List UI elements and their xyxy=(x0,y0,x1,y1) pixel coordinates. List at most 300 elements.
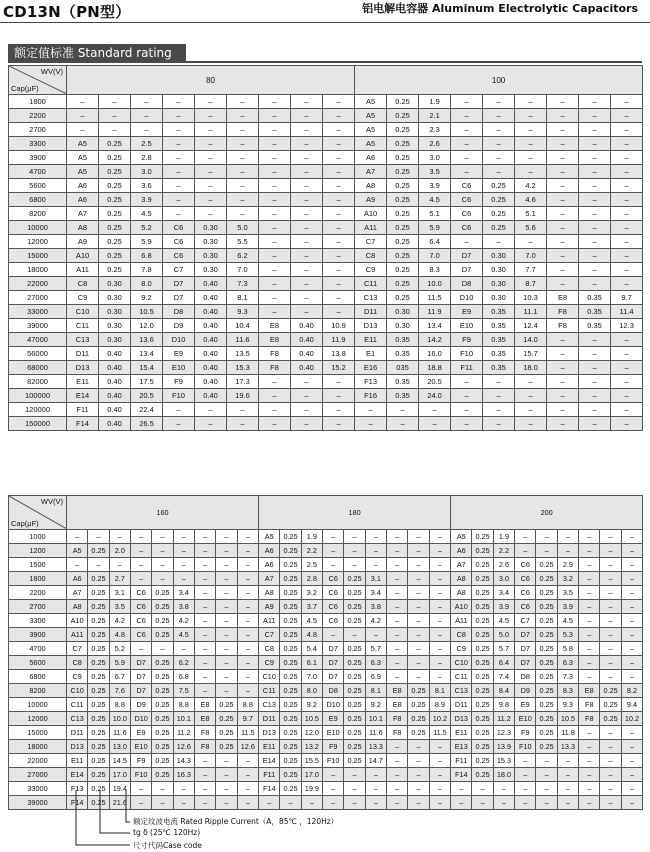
table-cell: 8.2 xyxy=(621,684,642,698)
table-cell: 0.25 xyxy=(280,740,301,754)
table-cell: – xyxy=(621,586,642,600)
table-cell: – xyxy=(259,403,291,417)
legend-leader-lines xyxy=(70,790,130,850)
capacitance-cell: 22000 xyxy=(9,277,67,291)
table-cell: 0.25 xyxy=(472,656,493,670)
table-cell: 14.3 xyxy=(173,754,194,768)
table-row xyxy=(9,558,643,572)
table-cell: 4.8 xyxy=(301,628,322,642)
capacitance-cell: 2200 xyxy=(9,586,67,600)
table-cell: 0.25 xyxy=(280,628,301,642)
table-cell: 0.35 xyxy=(387,389,419,403)
table-cell: – xyxy=(194,782,215,796)
table-cell: 5.8 xyxy=(557,642,578,656)
table-cell: – xyxy=(109,530,130,544)
table-cell: – xyxy=(621,754,642,768)
table-cell: 0.25 xyxy=(280,656,301,670)
table-cell: – xyxy=(291,417,323,431)
table-cell: D7 xyxy=(163,277,195,291)
table-cell: 5.2 xyxy=(131,221,163,235)
table-cell: 3.2 xyxy=(301,586,322,600)
table-cell: – xyxy=(131,95,163,109)
table-cell: – xyxy=(483,403,515,417)
table-cell: 0.30 xyxy=(387,305,419,319)
table-cell: 4.5 xyxy=(419,193,451,207)
table-cell: 13.6 xyxy=(131,333,163,347)
table-cell: 15.2 xyxy=(323,361,355,375)
table-cell: 0.40 xyxy=(195,375,227,389)
table-cell: 0.25 xyxy=(536,670,557,684)
table-cell: – xyxy=(323,796,344,810)
table-cell: – xyxy=(237,572,258,586)
table-cell: C10 xyxy=(259,670,280,684)
table-cell: 17.3 xyxy=(227,375,259,389)
table-cell: 4.6 xyxy=(515,193,547,207)
table-cell: – xyxy=(621,558,642,572)
capacitance-cell: 5600 xyxy=(9,656,67,670)
table-row xyxy=(9,712,643,726)
table-cell: – xyxy=(408,796,429,810)
capacitance-cell: 22000 xyxy=(9,754,67,768)
table-cell: 3.8 xyxy=(365,600,386,614)
table-cell: – xyxy=(227,165,259,179)
table-cell: – xyxy=(291,277,323,291)
table-row xyxy=(9,375,643,389)
table-cell: F8 xyxy=(579,698,600,712)
table-cell: 4.5 xyxy=(131,207,163,221)
table-cell: 0.25 xyxy=(472,712,493,726)
table-cell: 3.0 xyxy=(419,151,451,165)
table-cell: – xyxy=(515,235,547,249)
table-cell: – xyxy=(194,530,215,544)
table-cell: 0.40 xyxy=(291,361,323,375)
capacitance-cell: 8200 xyxy=(9,684,67,698)
table-cell: D8 xyxy=(163,305,195,319)
table-cell: – xyxy=(451,95,483,109)
table-cell: 0.25 xyxy=(344,656,365,670)
capacitance-cell: 4700 xyxy=(9,165,67,179)
table-cell: A6 xyxy=(259,558,280,572)
table-cell: F10 xyxy=(323,754,344,768)
table-cell: – xyxy=(323,221,355,235)
table-cell: 0.40 xyxy=(195,389,227,403)
table-cell: – xyxy=(547,389,579,403)
table-cell: 0.25 xyxy=(216,712,237,726)
table-cell: 3.0 xyxy=(131,165,163,179)
table-cell: 3.2 xyxy=(557,572,578,586)
table-cell: – xyxy=(365,530,386,544)
table-cell: 0.25 xyxy=(387,137,419,151)
table-cell: D11 xyxy=(355,305,387,319)
table-cell: 0.25 xyxy=(600,712,621,726)
table-cell: – xyxy=(408,670,429,684)
table-cell: 0.25 xyxy=(536,558,557,572)
table-row xyxy=(9,726,643,740)
table-cell: 0.35 xyxy=(387,347,419,361)
table-cell: 0.30 xyxy=(195,221,227,235)
table-cell: C8 xyxy=(355,249,387,263)
table-cell: – xyxy=(387,740,408,754)
table-cell: – xyxy=(237,642,258,656)
table-cell: – xyxy=(429,768,450,782)
table-cell: – xyxy=(323,403,355,417)
table-cell: – xyxy=(408,628,429,642)
table-cell: D7 xyxy=(323,642,344,656)
table-cell: 0.25 xyxy=(536,614,557,628)
table-cell: – xyxy=(259,109,291,123)
table-cell: 8.3 xyxy=(419,263,451,277)
table-cell: 4.5 xyxy=(173,628,194,642)
table-row xyxy=(9,417,643,431)
table-cell: 0.25 xyxy=(99,221,131,235)
capacitance-cell: 2200 xyxy=(9,109,67,123)
table-cell: 19.4 xyxy=(109,782,130,796)
table-cell: 0.25 xyxy=(387,249,419,263)
table-cell: – xyxy=(621,726,642,740)
table-cell: – xyxy=(227,123,259,137)
table-cell: 0.25 xyxy=(280,670,301,684)
table-cell: – xyxy=(194,656,215,670)
table-cell: D10 xyxy=(451,291,483,305)
table-cell: D10 xyxy=(130,712,151,726)
table-cell: – xyxy=(579,193,611,207)
table-cell: 0.40 xyxy=(99,347,131,361)
table-cell: D7 xyxy=(130,684,151,698)
capacitance-cell: 15000 xyxy=(9,726,67,740)
legend-ripple-current: 额定纹波电流 Rated Ripple Current（A，85℃ ，120Hz） xyxy=(133,817,339,826)
table-cell: – xyxy=(387,558,408,572)
table-cell: F14 xyxy=(67,417,99,431)
table-cell: 3.4 xyxy=(173,586,194,600)
table-cell: F8 xyxy=(194,726,215,740)
table-cell: – xyxy=(547,375,579,389)
table-cell: 8.8 xyxy=(109,698,130,712)
table-cell: – xyxy=(387,782,408,796)
table-cell: – xyxy=(408,572,429,586)
table-cell: – xyxy=(611,347,643,361)
table-cell: – xyxy=(547,347,579,361)
table-cell: D13 xyxy=(259,726,280,740)
table-cell: A10 xyxy=(67,249,99,263)
table-cell: – xyxy=(611,403,643,417)
table-cell: – xyxy=(429,754,450,768)
table-cell: – xyxy=(194,544,215,558)
table-cell: – xyxy=(600,754,621,768)
table-cell: – xyxy=(163,207,195,221)
table-cell: 0.30 xyxy=(99,333,131,347)
table-cell: C11 xyxy=(451,670,472,684)
table-cell: – xyxy=(387,572,408,586)
table-cell: 6.3 xyxy=(365,656,386,670)
table-row xyxy=(9,305,643,319)
table-cell: – xyxy=(344,530,365,544)
table-cell: F14 xyxy=(259,782,280,796)
table-cell: – xyxy=(408,530,429,544)
table-cell: – xyxy=(600,656,621,670)
table-cell: 0.25 xyxy=(99,165,131,179)
table-cell: 0.25 xyxy=(152,628,173,642)
table-cell: C6 xyxy=(515,572,536,586)
table-cell: – xyxy=(195,151,227,165)
table-cell: – xyxy=(355,403,387,417)
table-cell: 24.0 xyxy=(419,389,451,403)
table-cell: 0.40 xyxy=(195,361,227,375)
table-cell: – xyxy=(547,207,579,221)
table-cell: E8 xyxy=(259,319,291,333)
capacitance-cell: 3300 xyxy=(9,614,67,628)
table-cell: 0.25 xyxy=(280,544,301,558)
table-cell: – xyxy=(515,123,547,137)
table-cell: A5 xyxy=(67,137,99,151)
table-cell: – xyxy=(195,137,227,151)
table-cell: 0.25 xyxy=(88,670,109,684)
table-cell: 0.25 xyxy=(152,712,173,726)
section-label: 额定值标准 Standard rating xyxy=(8,44,186,62)
table-cell: 0.25 xyxy=(536,726,557,740)
table-cell: – xyxy=(237,614,258,628)
product-category: 铝电解电容器 Aluminum Electrolytic Capacitors xyxy=(362,2,638,15)
table-cell: A5 xyxy=(355,123,387,137)
table-cell: 0.25 xyxy=(280,768,301,782)
table-cell: 0.25 xyxy=(344,684,365,698)
table-cell: A8 xyxy=(67,600,88,614)
table-cell: 17.0 xyxy=(301,768,322,782)
table-cell: C6 xyxy=(451,193,483,207)
table-cell: 5.7 xyxy=(493,642,514,656)
table-cell: D11 xyxy=(259,712,280,726)
table-cell: – xyxy=(547,123,579,137)
table-cell: 0.25 xyxy=(472,600,493,614)
table-cell: 0.35 xyxy=(387,375,419,389)
table-cell: – xyxy=(259,389,291,403)
table-cell: 15.3 xyxy=(227,361,259,375)
table-cell: 0.25 xyxy=(387,235,419,249)
table-cell: 6.8 xyxy=(173,670,194,684)
table-cell: A9 xyxy=(355,193,387,207)
table-cell: 11.8 xyxy=(557,726,578,740)
capacitance-cell: 82000 xyxy=(9,375,67,389)
table-row xyxy=(9,656,643,670)
table-cell: 0.25 xyxy=(216,726,237,740)
table-cell: 5.3 xyxy=(557,628,578,642)
table-cell: 0.40 xyxy=(195,319,227,333)
voltage-header-cell: 100 xyxy=(355,66,643,95)
table-cell: 0.25 xyxy=(99,179,131,193)
table-cell: 11.9 xyxy=(419,305,451,319)
table-cell: – xyxy=(323,768,344,782)
table-cell: 0.25 xyxy=(88,586,109,600)
table-row xyxy=(9,642,643,656)
table-cell: – xyxy=(323,109,355,123)
table-cell: – xyxy=(429,614,450,628)
table-cell: D7 xyxy=(451,249,483,263)
table-cell: 0.25 xyxy=(152,698,173,712)
table-cell: C10 xyxy=(451,656,472,670)
table-cell: – xyxy=(344,782,365,796)
table-cell: 0.25 xyxy=(99,235,131,249)
capacitance-cell: 1800 xyxy=(9,95,67,109)
table-cell: – xyxy=(547,109,579,123)
table-cell: – xyxy=(259,123,291,137)
table-cell: 10.2 xyxy=(621,712,642,726)
table-cell: F8 xyxy=(547,319,579,333)
table-cell: – xyxy=(216,656,237,670)
table-cell: E8 xyxy=(259,333,291,347)
table-cell: – xyxy=(291,193,323,207)
table-cell: – xyxy=(194,572,215,586)
table-cell: 7.0 xyxy=(301,670,322,684)
table-cell: – xyxy=(547,333,579,347)
table-cell: – xyxy=(291,375,323,389)
capacitance-cell: 3300 xyxy=(9,137,67,151)
table-cell: – xyxy=(579,586,600,600)
table-cell: – xyxy=(451,137,483,151)
table-cell: – xyxy=(259,137,291,151)
table-cell: 11.4 xyxy=(611,305,643,319)
table-cell: 7.4 xyxy=(493,670,514,684)
table-cell: – xyxy=(216,782,237,796)
table-cell: C13 xyxy=(355,291,387,305)
table-cell: 8.1 xyxy=(365,684,386,698)
rating-table-160-200v xyxy=(8,495,643,810)
table-cell: 8.1 xyxy=(429,684,450,698)
table-cell: – xyxy=(429,572,450,586)
table-cell: 0.25 xyxy=(536,698,557,712)
table-cell: 1.9 xyxy=(493,530,514,544)
table-cell: 15.7 xyxy=(515,347,547,361)
table-cell: 2.6 xyxy=(493,558,514,572)
table-cell: – xyxy=(152,782,173,796)
table-cell: – xyxy=(611,109,643,123)
table-cell: D7 xyxy=(451,263,483,277)
table-cell: 0.25 xyxy=(88,600,109,614)
table-cell: – xyxy=(152,796,173,810)
table-cell: – xyxy=(365,768,386,782)
table-cell: 0.25 xyxy=(99,193,131,207)
table-cell: 0.30 xyxy=(483,263,515,277)
table-cell: – xyxy=(365,782,386,796)
table-cell: A7 xyxy=(67,207,99,221)
table-cell: 5.6 xyxy=(515,221,547,235)
table-cell: – xyxy=(387,628,408,642)
table-cell: 0.25 xyxy=(280,530,301,544)
table-cell: 10.2 xyxy=(429,712,450,726)
table-cell: C9 xyxy=(67,291,99,305)
table-cell: – xyxy=(291,305,323,319)
table-cell: – xyxy=(547,95,579,109)
table-cell: 2.8 xyxy=(131,151,163,165)
table-cell: 7.6 xyxy=(109,684,130,698)
table-cell: – xyxy=(611,417,643,431)
table-cell: 3.4 xyxy=(493,586,514,600)
capacitance-cell: 39000 xyxy=(9,796,67,810)
table-cell: – xyxy=(579,726,600,740)
table-cell: 9.2 xyxy=(365,698,386,712)
table-cell: – xyxy=(67,530,88,544)
table-cell: – xyxy=(579,137,611,151)
table-cell: – xyxy=(194,614,215,628)
table-cell: A11 xyxy=(451,614,472,628)
table-cell: 6.2 xyxy=(227,249,259,263)
table-cell: 10.1 xyxy=(173,712,194,726)
table-cell: 0.25 xyxy=(344,740,365,754)
table-cell: – xyxy=(547,249,579,263)
table-cell: – xyxy=(152,558,173,572)
table-cell: 0.25 xyxy=(536,586,557,600)
table-cell: – xyxy=(216,642,237,656)
table-cell: A5 xyxy=(451,530,472,544)
series-title: CD13N（PN型） xyxy=(3,3,131,21)
table-cell: 4.5 xyxy=(301,614,322,628)
table-cell: E14 xyxy=(259,754,280,768)
table-cell: – xyxy=(515,109,547,123)
table-cell: 0.25 xyxy=(387,179,419,193)
table-cell: – xyxy=(99,95,131,109)
table-cell: F9 xyxy=(163,375,195,389)
table-row xyxy=(9,165,643,179)
table-cell: F14 xyxy=(451,768,472,782)
table-cell: C6 xyxy=(323,614,344,628)
table-cell: C13 xyxy=(67,712,88,726)
capacitance-cell: 39000 xyxy=(9,319,67,333)
table-cell: – xyxy=(194,642,215,656)
table-cell: – xyxy=(429,558,450,572)
table-cell: – xyxy=(600,572,621,586)
cap-label: Cap(μF) xyxy=(11,519,39,528)
table-cell: – xyxy=(547,417,579,431)
table-cell: – xyxy=(195,193,227,207)
table-cell: 0.25 xyxy=(600,684,621,698)
table-cell: – xyxy=(237,782,258,796)
table-cell: 5.9 xyxy=(109,656,130,670)
capacitance-cell: 12000 xyxy=(9,235,67,249)
table-cell: 14.7 xyxy=(365,754,386,768)
table-cell: F11 xyxy=(451,754,472,768)
table-cell: 5.0 xyxy=(493,628,514,642)
table-cell: 0.35 xyxy=(579,319,611,333)
table-cell: 6.1 xyxy=(301,656,322,670)
capacitance-cell: 33000 xyxy=(9,305,67,319)
table-cell: – xyxy=(429,670,450,684)
table-cell: – xyxy=(323,291,355,305)
table-cell: – xyxy=(579,151,611,165)
table-cell: – xyxy=(130,782,151,796)
table-cell: 0.35 xyxy=(387,333,419,347)
table-cell: – xyxy=(195,165,227,179)
table-cell: – xyxy=(536,754,557,768)
table-cell: 13.9 xyxy=(493,740,514,754)
table-cell: 0.25 xyxy=(387,165,419,179)
table-cell: 0.25 xyxy=(99,137,131,151)
table-cell: 3.5 xyxy=(109,600,130,614)
table-cell: 12.0 xyxy=(301,726,322,740)
table-cell: 6.7 xyxy=(109,670,130,684)
table-cell: – xyxy=(291,263,323,277)
table-cell: 0.25 xyxy=(344,600,365,614)
table-cell: – xyxy=(323,263,355,277)
table-cell: – xyxy=(194,600,215,614)
table-cell: – xyxy=(621,670,642,684)
table-cell: 0.25 xyxy=(88,656,109,670)
table-cell: 0.25 xyxy=(387,291,419,305)
table-cell: – xyxy=(237,628,258,642)
table-cell: 4.8 xyxy=(109,628,130,642)
table-row xyxy=(9,403,643,417)
table-cell: – xyxy=(611,137,643,151)
table-cell: C6 xyxy=(451,179,483,193)
table-cell: E8 xyxy=(547,291,579,305)
table-cell: – xyxy=(237,558,258,572)
